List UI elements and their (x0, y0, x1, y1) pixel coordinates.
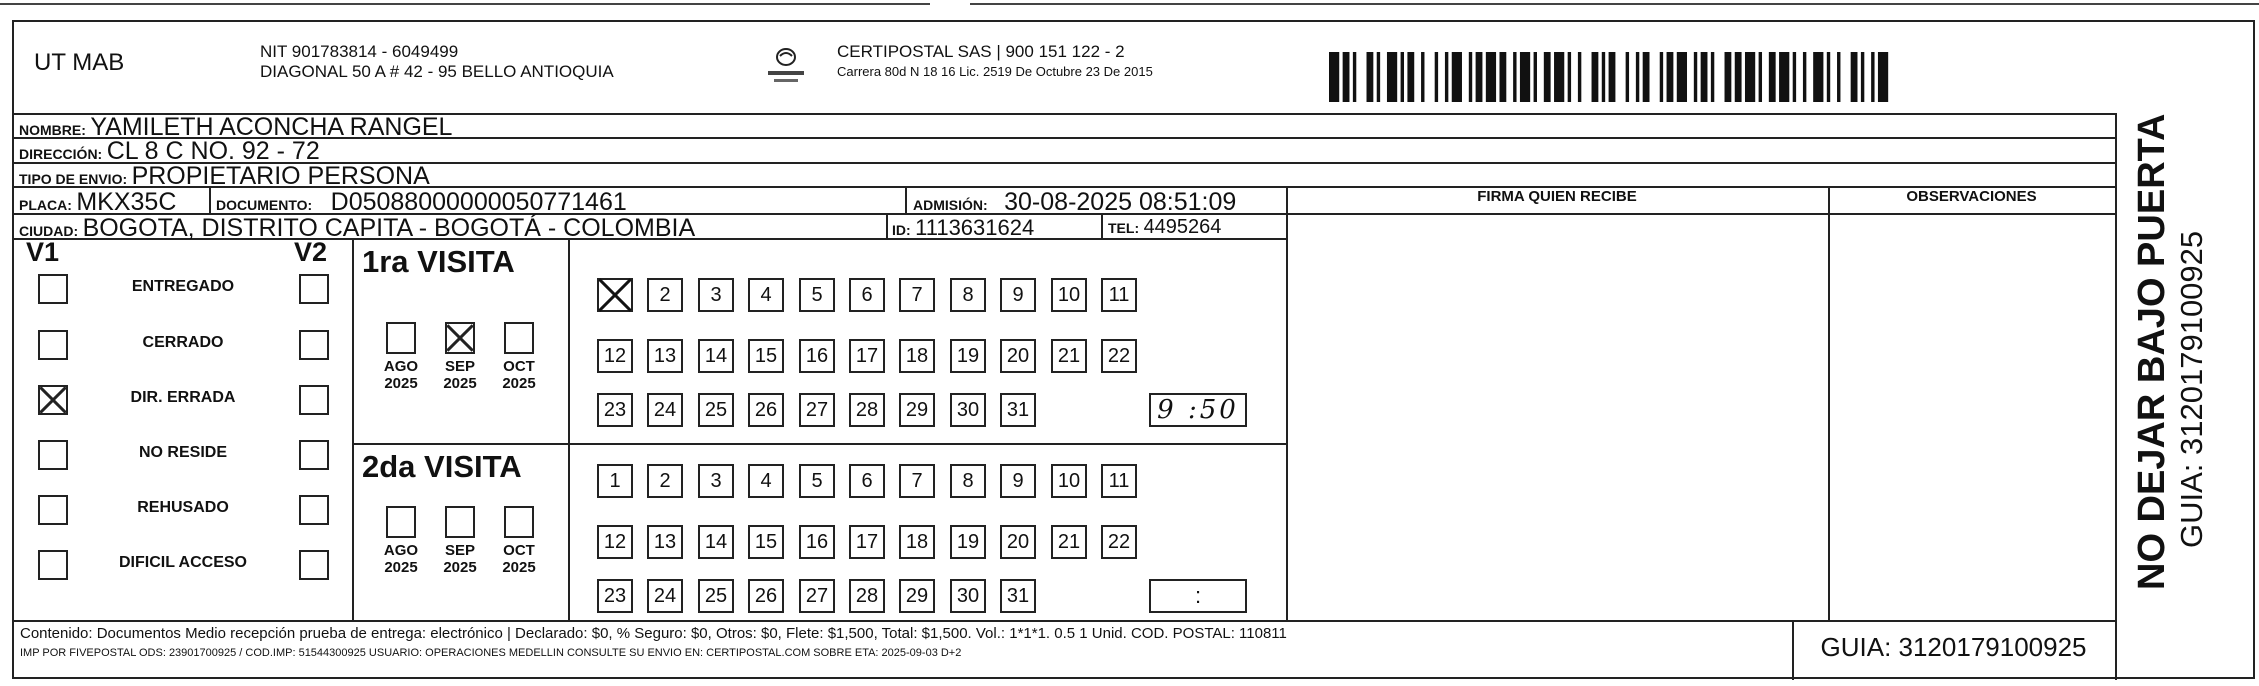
day-box: 3 (698, 464, 734, 498)
nombre-value: YAMILETH ACONCHA RANGEL (90, 113, 453, 141)
firma-header: FIRMA QUIEN RECIBE (1477, 188, 1637, 205)
barcode-bar (1329, 52, 1339, 102)
grid-line (886, 213, 888, 238)
footer-guia: GUIA: 3120179100925 (1820, 632, 2087, 662)
tipo-envio-row (19, 162, 430, 191)
status-label: ENTREGADO (131, 278, 235, 295)
barcode-bar (1407, 52, 1414, 102)
day-box: 26 (748, 579, 784, 613)
status-v2-checkbox (299, 274, 329, 304)
day-box: 21 (1051, 339, 1087, 373)
placa-value: MKX35C (76, 188, 177, 216)
day-box: 13 (647, 525, 683, 559)
barcode-bar (1421, 52, 1424, 102)
day-box: 22 (1101, 525, 1137, 559)
barcode-bar (1401, 52, 1404, 102)
status-v1-checkbox (38, 274, 68, 304)
barcode-bar (1837, 52, 1840, 102)
grid-line (352, 238, 354, 620)
day-box: 22 (1101, 339, 1137, 373)
day-box: 31 (1000, 579, 1036, 613)
day-box: 25 (698, 579, 734, 613)
day-box: 15 (748, 339, 784, 373)
documento-label: DOCUMENTO: (216, 197, 313, 213)
day-box: 16 (799, 339, 835, 373)
id-cell (892, 215, 1034, 241)
barcode-bar (1827, 52, 1830, 102)
barcode-bar (1759, 52, 1762, 102)
barcode-bar (1578, 52, 1581, 102)
direccion-label: DIRECCIÓN: (19, 146, 103, 162)
month-checkbox (504, 506, 534, 538)
id-label: ID: (892, 222, 911, 238)
barcode-bar (1486, 52, 1496, 102)
tipo-envio-value: PROPIETARIO PERSONA (131, 162, 430, 190)
day-box: 2 (647, 278, 683, 312)
month-checkbox (386, 506, 416, 538)
documento-value: D05088000000050771461 (330, 188, 627, 216)
grid-line (1828, 186, 1830, 620)
company-nit: NIT 901783814 - 6049499 (260, 42, 459, 61)
barcode-bar (1435, 52, 1438, 102)
day-box: 3 (698, 278, 734, 312)
barcode-bar (1643, 52, 1650, 102)
day-box: 11 (1101, 278, 1137, 312)
day-box: 6 (849, 464, 885, 498)
day-box: 31 (1000, 393, 1036, 427)
day-box: 9 (1000, 278, 1036, 312)
barcode-bar (1878, 52, 1888, 102)
day-box: 20 (1000, 339, 1036, 373)
observaciones-header: OBSERVACIONES (1906, 188, 2037, 205)
day-box: 4 (748, 464, 784, 498)
day-box: 30 (950, 579, 986, 613)
barcode-bar (1725, 52, 1732, 102)
day-box: 29 (899, 579, 935, 613)
grid-line (14, 620, 2115, 622)
status-v2-checkbox (299, 440, 329, 470)
barcode-bar (1367, 52, 1374, 102)
day-box: 16 (799, 525, 835, 559)
barcode-bar (1476, 52, 1483, 102)
status-v2-checkbox (299, 385, 329, 415)
day-box: 7 (899, 464, 935, 498)
visit2-title: 2da VISITA (362, 449, 522, 484)
status-label: NO RESIDE (138, 444, 227, 461)
day-box: 8 (950, 464, 986, 498)
day-box: 19 (950, 525, 986, 559)
barcode-bar (1602, 52, 1605, 102)
month-checkbox (504, 322, 534, 354)
status-v1-checkbox (38, 330, 68, 360)
status-label: DIR. ERRADA (130, 389, 236, 406)
tipo-envio-label: TIPO DE ENVIO: (19, 171, 128, 187)
day-box: 2 (647, 464, 683, 498)
barcode-bar (1534, 52, 1537, 102)
grid-line (1286, 186, 1288, 620)
day-box: 5 (799, 278, 835, 312)
day-box: 17 (849, 525, 885, 559)
barcode (1329, 52, 1895, 102)
visit1-time: 9 :50 (1149, 393, 1247, 427)
visit2-time: : (1149, 579, 1247, 613)
month-label: SEP 2025 (443, 542, 477, 576)
day-box: 6 (849, 278, 885, 312)
barcode-bar (1592, 52, 1599, 102)
day-box: 25 (698, 393, 734, 427)
carrier-license: Carrera 80d N 18 16 Lic. 2519 De Octubre 23 De 2015 (837, 64, 1153, 79)
admision-cell (913, 188, 1236, 217)
barcode-bar (1871, 52, 1874, 102)
direccion-value: CL 8 C NO. 92 - 72 (106, 137, 320, 165)
day-box: 14 (698, 525, 734, 559)
carrier-name: CERTIPOSTAL SAS | 900 151 122 - 2 (837, 42, 1125, 61)
ciudad-cell (19, 214, 695, 243)
certipostal-logo-icon (766, 44, 806, 88)
month-checkbox (445, 506, 475, 538)
day-box: 14 (698, 339, 734, 373)
side-warning: NO DEJAR BAJO PUERTA (2131, 113, 2173, 590)
day-box: 23 (597, 579, 633, 613)
day-box: 20 (1000, 525, 1036, 559)
day-box: 11 (1101, 464, 1137, 498)
nombre-label: NOMBRE: (19, 122, 86, 138)
visit1-title: 1ra VISITA (362, 244, 515, 279)
status-label: REHUSADO (137, 499, 229, 516)
barcode-bar (1660, 52, 1663, 102)
barcode-bar (1769, 52, 1776, 102)
documento-cell (216, 188, 627, 217)
footer-contents: Contenido: Documentos Medio recepción prueba de entrega: electrónico | Declarado: $0, % Seguro: $0, Otros: $0, Flete: $1,500, Total: $1,500. Vol.: 1*1*1. 0.5 1 Unid. COD. POSTAL: 110811 (20, 625, 1287, 642)
barcode-bar (1779, 52, 1789, 102)
month-label: AGO 2025 (383, 542, 419, 576)
barcode-bar (1513, 52, 1516, 102)
day-box: 12 (597, 525, 633, 559)
barcode-bar (1803, 52, 1806, 102)
barcode-bar (1520, 52, 1530, 102)
day-box: 24 (647, 579, 683, 613)
top-rule (0, 3, 2259, 5)
day-box: 8 (950, 278, 986, 312)
grid-line (209, 186, 211, 213)
barcode-bar (1353, 52, 1356, 102)
barcode-bar (1694, 52, 1697, 102)
barcode-bar (1861, 52, 1864, 102)
month-label: OCT 2025 (502, 358, 536, 392)
status-label: DIFICIL ACCESO (118, 554, 247, 571)
ciudad-value: BOGOTA, DISTRITO CAPITA - BOGOTÁ - COLOMBIA (82, 214, 696, 242)
status-v1-checkbox (38, 440, 68, 470)
barcode-bar (1343, 52, 1350, 102)
day-box: 23 (597, 393, 633, 427)
day-box: 17 (849, 339, 885, 373)
day-box: 13 (647, 339, 683, 373)
barcode-bar (1851, 52, 1858, 102)
month-label: AGO 2025 (383, 358, 419, 392)
day-box: 10 (1051, 464, 1087, 498)
grid-line (1286, 213, 2115, 215)
barcode-bar (1677, 52, 1687, 102)
status-v1-checkbox (38, 495, 68, 525)
day-box: 4 (748, 278, 784, 312)
barcode-bar (1387, 52, 1397, 102)
admision-label: ADMISIÓN: (913, 197, 988, 213)
day-box: 27 (799, 579, 835, 613)
barcode-bar (1626, 52, 1629, 102)
day-box: 28 (849, 579, 885, 613)
shipping-label (12, 20, 2255, 679)
day-box: 28 (849, 393, 885, 427)
barcode-bar (1452, 52, 1462, 102)
barcode-bar (1445, 52, 1448, 102)
barcode-bar (1568, 52, 1571, 102)
day-box: 30 (950, 393, 986, 427)
day-box: 12 (597, 339, 633, 373)
day-box: 26 (748, 393, 784, 427)
status-v2-checkbox (299, 550, 329, 580)
grid-line (568, 238, 570, 620)
day-box: 19 (950, 339, 986, 373)
grid-line (905, 186, 907, 213)
barcode-bar (1745, 52, 1755, 102)
month-checkbox (386, 322, 416, 354)
day-box: 18 (899, 339, 935, 373)
tel-cell (1108, 216, 1221, 239)
ciudad-label: CIUDAD: (19, 223, 79, 239)
day-box: 1 (597, 464, 633, 498)
grid-line (352, 443, 1286, 445)
company-name: UT MAB (34, 49, 125, 76)
month-label: OCT 2025 (502, 542, 536, 576)
status-v2-checkbox (299, 495, 329, 525)
status-v1-checkbox (38, 550, 68, 580)
day-box: 21 (1051, 525, 1087, 559)
barcode-bar (1609, 52, 1616, 102)
status-v1-checkbox (38, 385, 68, 415)
side-guia: GUIA: 3120179100925 (2174, 230, 2209, 548)
id-value: 1113631624 (915, 215, 1035, 240)
placa-label: PLACA: (19, 197, 72, 213)
barcode-bar (1377, 52, 1380, 102)
day-box: 29 (899, 393, 935, 427)
footer-print-info: IMP POR FIVEPOSTAL ODS: 23901700925 / COD.IMP: 51544300925 USUARIO: OPERACIONES MEDELLIN CONSULTE SU ENVIO EN: CERTIPOSTAL.COM SOBRE ETA: 2025-09-03 D+2 (20, 647, 962, 659)
day-box: 7 (899, 278, 935, 312)
admision-value: 30-08-2025 08:51:09 (1004, 188, 1237, 216)
day-box: 5 (799, 464, 835, 498)
placa-cell (19, 188, 176, 217)
tel-value: 4495264 (1143, 216, 1222, 238)
barcode-bar (1793, 52, 1796, 102)
day-box: 10 (1051, 278, 1087, 312)
grid-line (2115, 113, 2117, 680)
company-address: DIAGONAL 50 A # 42 - 95 BELLO ANTIOQUIA (260, 62, 614, 81)
barcode-bar (1735, 52, 1742, 102)
grid-line (1101, 213, 1103, 238)
barcode-bar (1667, 52, 1674, 102)
day-box (597, 278, 633, 312)
barcode-bar (1813, 52, 1823, 102)
month-checkbox (445, 322, 475, 354)
barcode-bar (1544, 52, 1551, 102)
barcode-bar (1711, 52, 1714, 102)
month-label: SEP 2025 (443, 358, 477, 392)
v1-header: V1 (26, 237, 60, 267)
tel-label: TEL: (1108, 220, 1140, 236)
status-v2-checkbox (299, 330, 329, 360)
day-box: 24 (647, 393, 683, 427)
status-label: CERRADO (142, 334, 224, 351)
day-box: 18 (899, 525, 935, 559)
v2-header: V2 (294, 237, 328, 267)
day-box: 15 (748, 525, 784, 559)
barcode-bar (1636, 52, 1639, 102)
barcode-bar (1554, 52, 1564, 102)
barcode-bar (1701, 52, 1708, 102)
day-box: 9 (1000, 464, 1036, 498)
barcode-bar (1469, 52, 1472, 102)
barcode-bar (1499, 52, 1506, 102)
day-box: 27 (799, 393, 835, 427)
